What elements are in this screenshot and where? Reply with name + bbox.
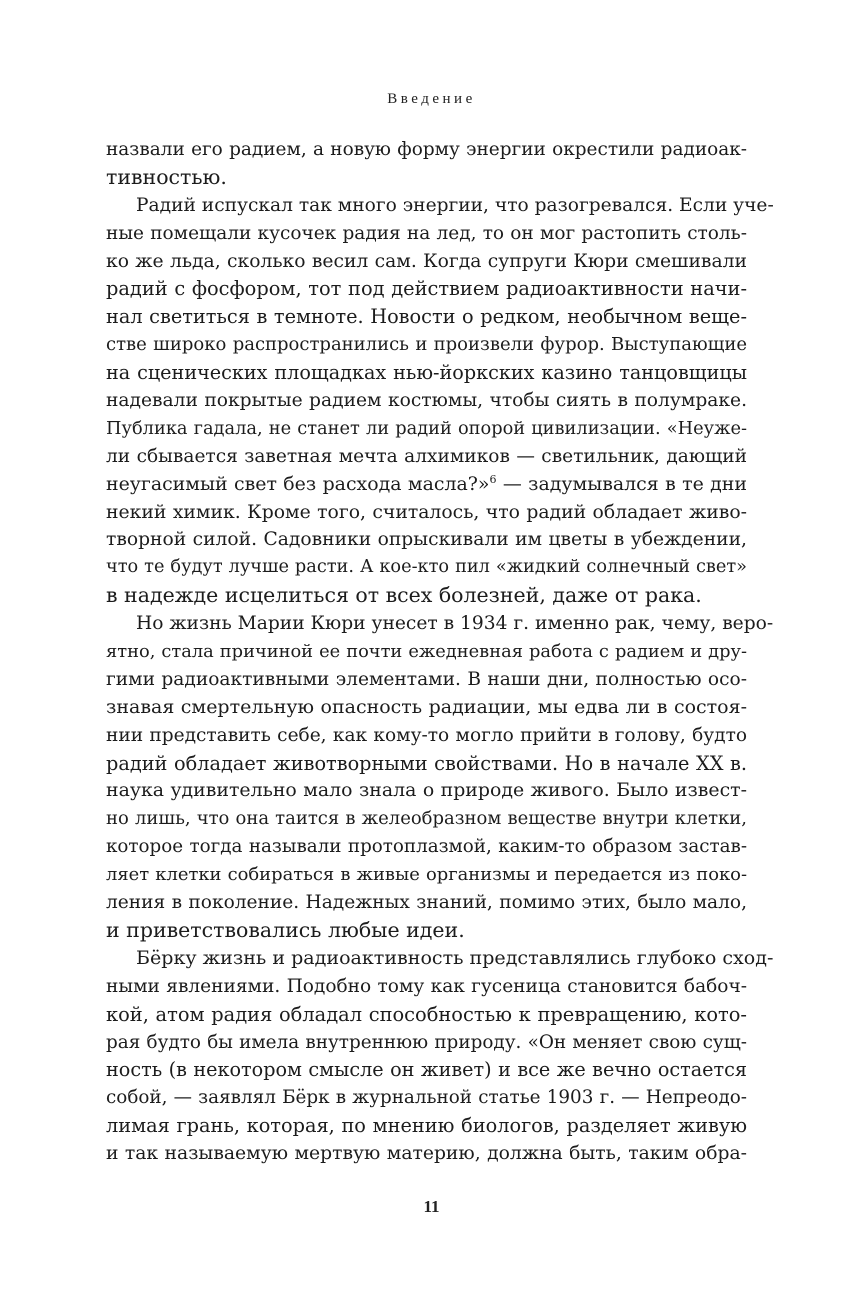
line-text: ко же льда, сколько весил сам. Когда супруги Кюри смешивали [106,250,747,272]
line-text: в надежде исцелиться от всех болезней, даже от рака. [106,583,702,608]
line-text: Радий испускал так много энергии, что разогревался. Если уче- [136,194,774,216]
text-line [106,443,747,471]
line-text: ятно, стала причиной ее почти ежедневная работа с радием и дру- [106,641,747,663]
text-line [106,777,747,805]
text-line [106,694,747,722]
line-text: тивностью. [106,164,227,189]
text-line [106,526,747,554]
line-text: на сценических площадках нью-йоркских казино танцовщицы [106,361,747,385]
text-line [106,248,747,276]
text-line [106,889,747,917]
text-line [106,275,747,303]
text-line [106,582,747,610]
text-line [106,750,747,778]
page-number: 11 [423,1197,440,1216]
text-line [106,164,747,192]
running-head: Введение [387,91,476,107]
line-text: ными явлениями. Подобно тому как гусеница становится бабоч- [106,975,747,997]
line-text: знавая смертельную опасность радиации, мы едва ли в состоя- [106,695,747,718]
text-line [106,638,747,666]
line-text: радий с фосфором, тот под действием радиоактивности начи- [106,277,747,301]
line-text: нии представить себе, как кому-то могло прийти в голову, будто [106,724,747,746]
line-text: творной силой. Садовники опрыскивали им цветы в убеждении, [106,529,747,551]
line-text: наука удивительно мало знала о природе живого. Было извест- [106,779,747,802]
line-text: которое тогда называли протоплазмой, каким-то образом застав- [106,836,747,858]
text-line [106,945,774,973]
text-line [106,471,747,499]
text-line [106,1084,747,1112]
line-text: гими радиоактивными элементами. В наши дни, полностью осо- [106,668,747,690]
text-line [106,973,747,1001]
line-text: ли сбывается заветная мечта алхимиков — светильник, дающий [106,445,747,467]
line-text: ления в поколение. Надежных знаний, помимо этих, было мало, [106,892,747,914]
line-text: нал светиться в темноте. Новости о редком, необычном веще- [106,305,747,329]
line-text: Бёрку жизнь и радиоактивность представлялись глубоко сход- [136,946,774,969]
text-line [106,331,747,359]
text-line [106,610,774,638]
text-line [106,1001,747,1029]
body-text [106,136,774,1168]
line-text: Но жизнь Марии Кюри унесет в 1934 г. именно рак, чему, веро- [136,613,774,635]
text-line [106,136,747,164]
text-line [106,220,747,248]
line-text: лимая грань, которая, по мнению биологов, разделяет живую [106,1114,747,1138]
text-line [106,387,747,415]
text-line [106,1029,747,1057]
line-text: некий химик. Кроме того, считалось, что радий обладает живо- [106,501,747,523]
line-text: но лишь, что она таится в желеобразном веществе внутри клетки, [106,808,747,830]
line-text: что те будут лучше расти. А кое-кто пил «жидкий солнечный свет» [106,557,747,578]
line-text: стве широко распространились и произвели фурор. Выступающие [106,334,747,356]
line-text: надевали покрытые радием костюмы, чтобы сиять в полумраке. [106,390,747,412]
line-text: — задумывался в те дни [496,472,747,495]
line-text: и так называемую мертвую материю, должна быть, таким обра- [106,1143,747,1165]
line-text: радий обладает животворными свойствами. Но в начале XX в. [106,751,747,775]
line-text: Публика гадала, не станет ли радий опорой цивилизации. «Неуже- [106,417,747,439]
line-text: ность (в некотором смысле он живет) и все же вечно остается [106,1058,747,1082]
text-line [106,1140,747,1168]
text-line [106,499,747,527]
text-line [106,1056,747,1084]
line-text: кой, атом радия обладал способностью к превращению, кото- [106,1002,747,1026]
text-line [106,917,747,945]
text-line [106,303,747,331]
text-line [106,722,747,750]
line-text: собой, — заявлял Бёрк в журнальной статье 1903 г. — Непреодо- [106,1087,747,1109]
text-line [106,554,747,582]
text-line [106,415,747,443]
text-line [106,861,747,889]
text-line [106,833,747,861]
line-text: ные помещали кусочек радия на лед, то он мог растопить столь- [106,222,747,244]
text-line [106,666,747,694]
line-text: неугасимый свет без расхода масла?» [106,472,490,495]
line-text: рая будто бы имела внутреннюю природу. «Он меняет свою сущ- [106,1031,747,1053]
line-text: назвали его радием, а новую форму энергии окрестили радиоак- [106,139,747,160]
text-line [106,1112,747,1140]
text-line [106,192,774,220]
footnote-marker: 6 [489,472,497,486]
text-line [106,805,747,833]
text-line [106,359,747,387]
line-text: и приветствовались любые идеи. [106,917,465,942]
line-text: ляет клетки собираться в живые организмы и передается из поко- [106,864,747,886]
